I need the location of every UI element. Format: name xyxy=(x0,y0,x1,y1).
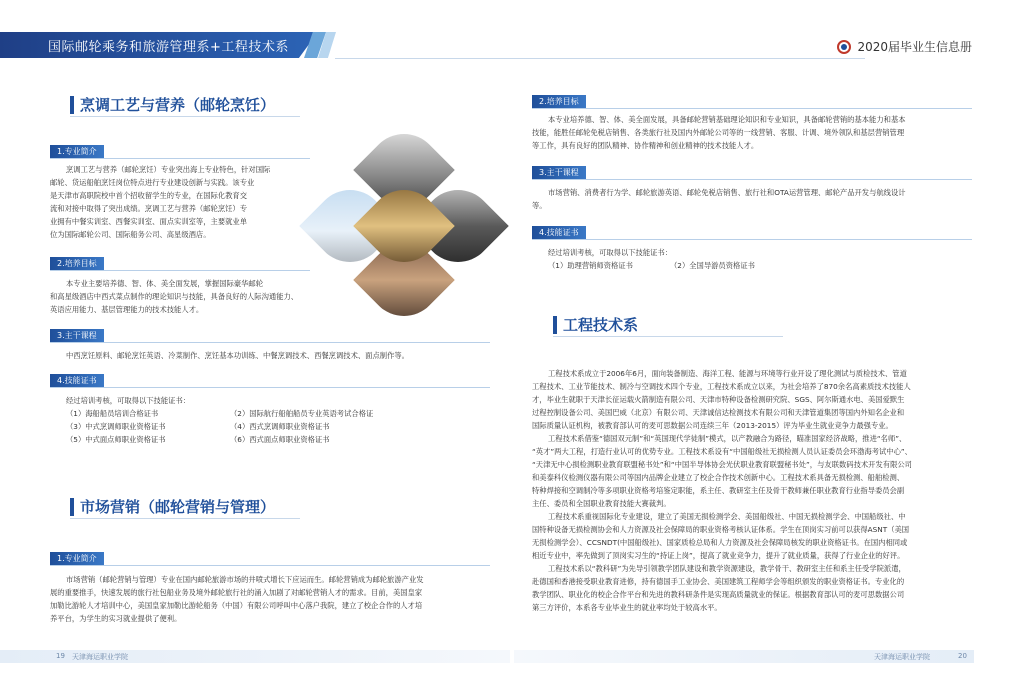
label-cert: 4.技能证书 xyxy=(50,374,104,387)
label-intro: 1.专业简介 xyxy=(50,145,104,158)
footer-right-school: 天津海运职业学院 xyxy=(874,653,930,661)
school-logo-icon xyxy=(837,40,851,54)
cert-item: （1）海船船员培训合格证书 xyxy=(66,409,159,418)
engineering-line: 主任、委员和全国职业教育技能大赛裁判。 xyxy=(532,499,671,508)
cert-item: （3）中式烹调师职业资格证书 xyxy=(66,422,166,431)
booklet-title: 2020届毕业生信息册 xyxy=(857,40,972,54)
cert-item: （2）国际航行船舶船员专业英语考试合格证 xyxy=(230,409,374,418)
section-title-engineering: 工程技术系 xyxy=(553,314,638,335)
engineering-line: 相近专业中，率先做到了顶岗实习生的“持证上岗”，提高了就业竞争力，提升了就业质量，获得了行业企业的好评。 xyxy=(532,551,905,560)
label-goal: 2.培养目标 xyxy=(50,257,104,270)
header-left-title: 国际邮轮乘务和旅游管理系+工程技术系 xyxy=(48,40,289,55)
cert-item: （6）西式面点师职业资格证书 xyxy=(230,435,330,444)
engineering-line: 工程技术系以“教科研”为先导引领教学团队建设和教学资源建设，教学骨干、教研室主任和系主任受学院派遣， xyxy=(548,564,906,573)
cert-item: （5）中式面点师职业资格证书 xyxy=(66,435,166,444)
course-text: 中西烹饪原料、邮轮烹饪英语、冷菜制作、烹饪基本功训练、中餐烹调技术、西餐烹调技术、面点制作等。 xyxy=(66,351,409,360)
cert-item: （1）助理营销师资格证书 xyxy=(548,261,633,270)
footer-right-page: 20 xyxy=(958,652,967,660)
header-banner xyxy=(0,32,335,58)
label-cert-marketing: 4.技能证书 xyxy=(532,226,586,239)
engineering-line: 教学团队、职业化的校企合作平台和先进的教科研条件是实现高质量就业的保证。根据教育部认可的麦可思数据公司 xyxy=(532,590,905,599)
engineering-line: 工程技术系借鉴“德国双元制”和“英国现代学徒制”模式，以产教融合为路径，瞄准国家经济战略，推进“名师”、 xyxy=(548,434,907,443)
engineering-line: 无损检测学会）、CCSNDT(中国船级社)、国家质检总局和人力资源及社会保障局核发的职业资格证书。在国内相同或 xyxy=(532,538,908,547)
engineering-line: 赴德国和香港接受职业教育进修，持有德国手工业协会、美国建筑工程师学会等组织颁发的职业资格证书。专业化的 xyxy=(532,577,905,586)
cert-item: （2）全国导游员资格证书 xyxy=(670,261,755,270)
engineering-line: 国际质量认证机构，被教育部认可的麦可思数据公司连续三年（2013-2015）评为毕业生就业竞争力最强专业。 xyxy=(532,421,893,430)
engineering-line: 才，毕业生就职于天津长征运载火箭制造有限公司、天津市特种设备检测研究院、SGS、阿尔斯通水电、美国爱默生 xyxy=(532,395,905,404)
label-goal-marketing: 2.培养目标 xyxy=(532,95,586,108)
section-title-cooking: 烹调工艺与营养（邮轮烹饪） xyxy=(70,94,275,115)
engineering-line: 工程技术系重视国际化专业建设，建立了美国无损检测学会、美国船级社、中国无损检测学会、中国船级社、中 xyxy=(548,512,906,521)
section-title-marketing: 市场营销（邮轮营销与管理） xyxy=(70,496,275,517)
photo-dishes xyxy=(353,175,455,277)
engineering-line: “天津无中心损检测职业教育联盟秘书处”和“中国半导体协会光伏职业教育联盟秘书处”，与友联数码技术开发有限公司 xyxy=(532,460,912,469)
engineering-line: 国特种设备无损检测协会和人力资源及社会保障局的职业资格考核认证体系。学生在顶岗实习前可以获得ASNT（美国 xyxy=(532,525,910,534)
footer-left-school: 天津海运职业学院 xyxy=(72,653,128,661)
header-rule xyxy=(335,58,865,59)
engineering-line: 工程技术系成立于2006年6月，面向装备制造、海洋工程、能源与环境等行业开设了理化测试与质检技术、管道 xyxy=(548,369,907,378)
engineering-line: 特种焊接和空调制冷等多项职业资格考培鉴定职能，系主任、教研室主任及骨干教师兼任职业教育行业指导委员会副 xyxy=(532,486,905,495)
footer-left-page: 19 xyxy=(56,652,65,660)
label-intro-marketing: 1.专业简介 xyxy=(50,552,104,565)
label-course: 3.主干课程 xyxy=(50,329,104,342)
engineering-line: “英才”两大工程，打造行业认可的优势专业。工程技术系设有“中国船级社无损检测人员认证委员会环渤海考试中心”、 xyxy=(532,447,912,456)
engineering-line: 工程技术、工业节能技术、制冷与空调技术四个专业，工程技术系成立以来，为社会培养了870余名高素质技术技能人 xyxy=(532,382,911,391)
photo-cluster xyxy=(304,128,504,328)
engineering-line: 和美泰科仪检测仪器有限公司等国内品牌企业建立了校企合作技术创新中心。工程技术系具备无损检测、船舶检测、 xyxy=(532,473,905,482)
engineering-line: 第三方评价，本系各专业毕业生的就业率均处于较高水平。 xyxy=(532,603,722,612)
cert-item: （4）西式烹调师职业资格证书 xyxy=(230,422,330,431)
engineering-line: 过程控制设备公司、美国巴威（北京）有限公司、天津诚信达检测技术有限公司和天津管道集团等国内外知名企业和 xyxy=(532,408,905,417)
label-course-marketing: 3.主干课程 xyxy=(532,166,586,179)
header-right xyxy=(837,38,972,55)
